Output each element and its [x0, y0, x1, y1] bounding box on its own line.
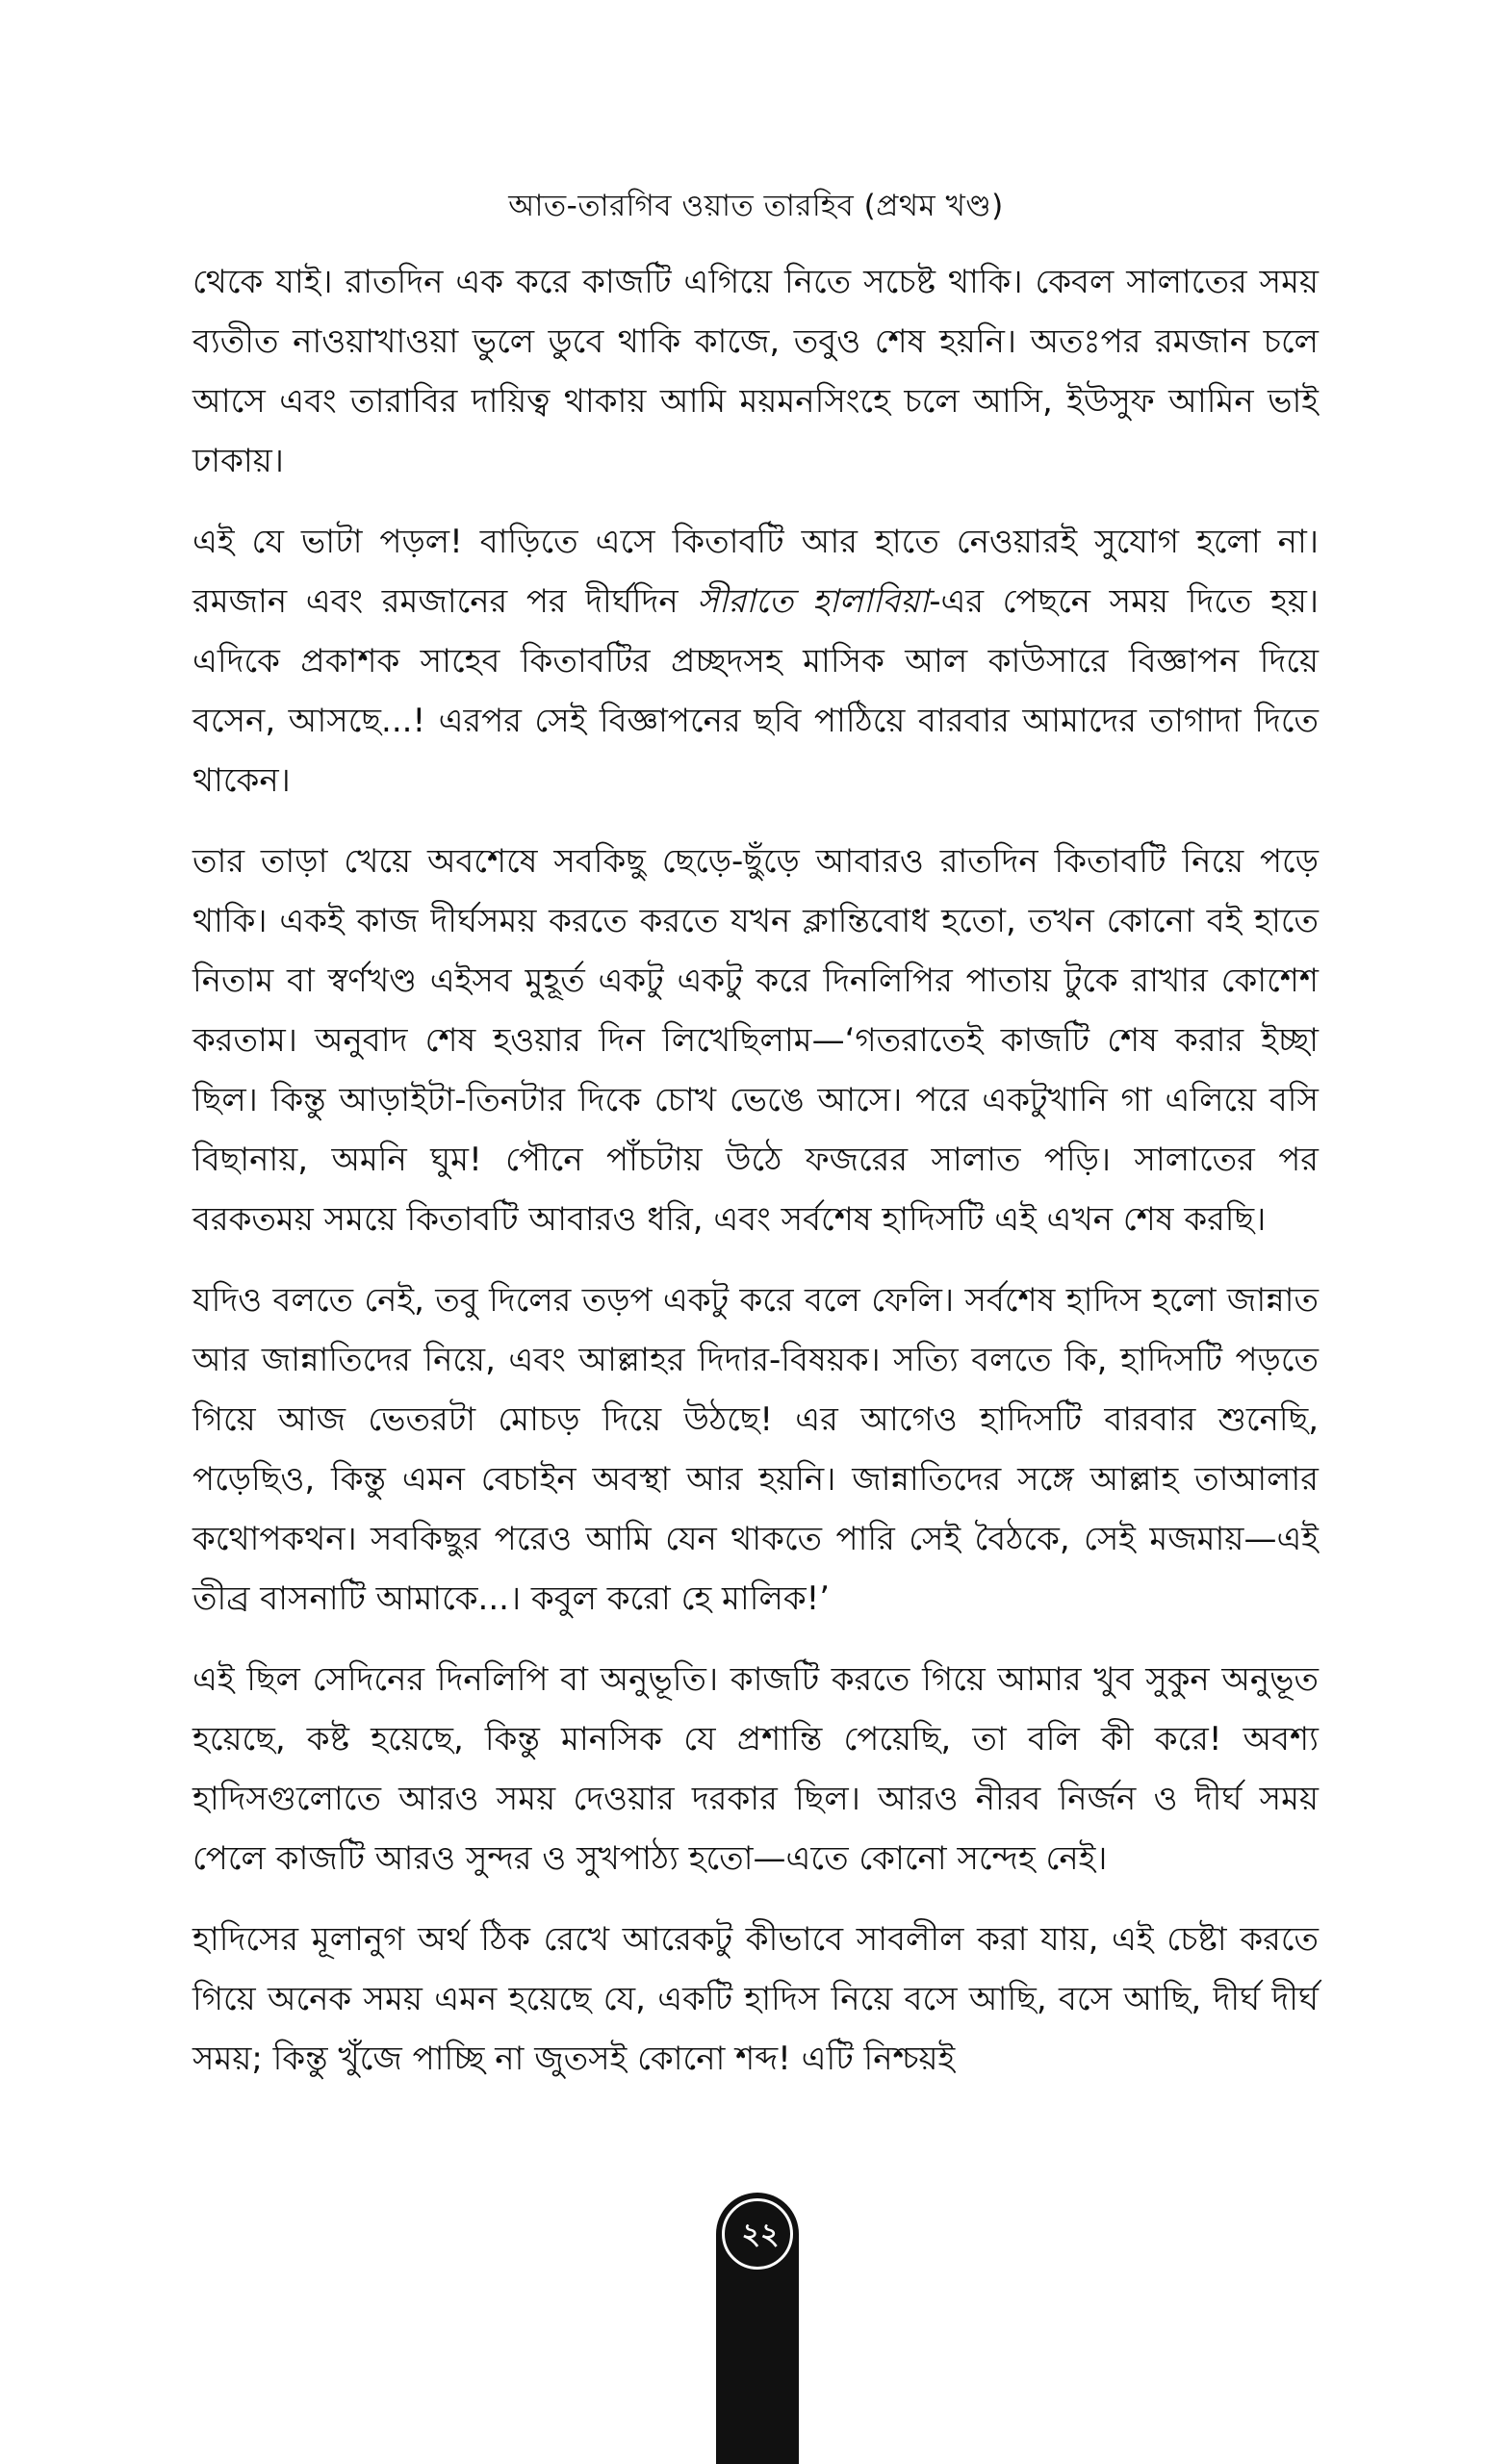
- paragraph-6: হাদিসের মূলানুগ অর্থ ঠিক রেখে আরেকটু কীভাবে সাবলীল করা যায়, এই চেষ্টা করতে গিয়ে অনেক সময় এমন হয়েছে যে, একটি হাদিস নিয়ে বসে আছি, বসে আছি, দীর্ঘ দীর্ঘ সময়; কিন্তু খুঁজে পাচ্ছি না জুতসই কোনো শব্দ! এটি নিশ্চয়ই: [192, 1920, 1319, 2078]
- book-title-italic: সীরাতে হালাবিয়া: [697, 582, 930, 621]
- paragraph-2-end: -এর পেছনে সময় দিতে হয়। এদিকে প্রকাশক সাহেব কিতাবটির প্রচ্ছদসহ মাসিক আল কাউসারে বিজ্ঞাপন দিয়ে বসেন, আসছে...! এরপর সেই বিজ্ঞাপনের ছবি পাঠিয়ে বারবার আমাদের তাগাদা দিতে থাকেন।: [192, 582, 1320, 800]
- page-number: ২২: [741, 2218, 780, 2251]
- page-number-ring: [722, 2198, 793, 2270]
- body-text: [192, 252, 1319, 2110]
- running-header: আত-তারগিব ওয়াত তারহিব (প্রথম খণ্ড): [508, 189, 1004, 223]
- paragraph-1: থেকে যাই। রাতদিন এক করে কাজটি এগিয়ে নিতে সচেষ্ট থাকি। কেবল সালাতের সময় ব্যতীত নাওয়াখাওয়া ভুলে ডুবে থাকি কাজে, তবুও শেষ হয়নি। অতঃপর রমজান চলে আসে এবং তারাবির দায়িত্ব থাকায় আমি ময়মনসিংহে চলে আসি, ইউসুফ আমিন ভাই ঢাকায়।: [192, 263, 1319, 480]
- paragraph-2-start: এই যে ভাটা পড়ল! বাড়িতে এসে কিতাবটি আর হাতে নেওয়ারই সুযোগ হলো না। রমজান এবং রমজানের পর দীর্ঘদিন: [192, 523, 1319, 621]
- paragraph-2: [192, 512, 1319, 810]
- paragraph-3: তার তাড়া খেয়ে অবশেষে সবকিছু ছেড়ে-ছুঁড়ে আবারও রাতদিন কিতাবটি নিয়ে পড়ে থাকি। একই কাজ দীর্ঘসময় করতে করতে যখন ক্লান্তিবোধ হতো, তখন কোনো বই হাতে নিতাম বা স্বর্ণখণ্ড এইসব মুহূর্ত একটু একটু করে দিনলিপির পাতায় টুকে রাখার কোশেশ করতাম। অনুবাদ শেষ হওয়ার দিন লিখেছিলাম—‘গতরাতেই কাজটি শেষ করার ইচ্ছা ছিল। কিন্তু আড়াইটা-তিনটার দিকে চোখ ভেঙে আসে। পরে একটুখানি গা এলিয়ে বসি বিছানায়, অমনি ঘুম! পৌনে পাঁচটায় উঠে ফজরের সালাত পড়ি। সালাতের পর বরকতময় সময়ে কিতাবটি আবারও ধরি, এবং সর্বশেষ হাদিসটি এই এখন শেষ করছি।: [192, 842, 1319, 1239]
- paragraph-5: এই ছিল সেদিনের দিনলিপি বা অনুভূতি। কাজটি করতে গিয়ে আমার খুব সুকুন অনুভূত হয়েছে, কষ্ট হয়েছে, কিন্তু মানসিক যে প্রশান্তি পেয়েছি, তা বলি কী করে! অবশ্য হাদিসগুলোতে আরও সময় দেওয়ার দরকার ছিল। আরও নীরব নির্জন ও দীর্ঘ সময় পেলে কাজটি আরও সুন্দর ও সুখপাঠ্য হতো—এতে কোনো সন্দেহ নেই।: [192, 1660, 1319, 1878]
- page-number-tab: [716, 2193, 799, 2464]
- paragraph-4: যদিও বলতে নেই, তবু দিলের তড়প একটু করে বলে ফেলি। সর্বশেষ হাদিস হলো জান্নাত আর জান্নাতিদের নিয়ে, এবং আল্লাহর দিদার-বিষয়ক। সত্যি বলতে কি, হাদিসটি পড়তে গিয়ে আজ ভেতরটা মোচড় দিয়ে উঠছে! এর আগেও হাদিসটি বারবার শুনেছি, পড়েছিও, কিন্তু এমন বেচাইন অবস্থা আর হয়নি। জান্নাতিদের সঙ্গে আল্লাহ তাআলার কথোপকথন। সবকিছুর পরেও আমি যেন থাকতে পারি সেই বৈঠকে, সেই মজমায়—এই তীব্র বাসনাটি আমাকে...। কবুল করো হে মালিক!’: [192, 1281, 1319, 1618]
